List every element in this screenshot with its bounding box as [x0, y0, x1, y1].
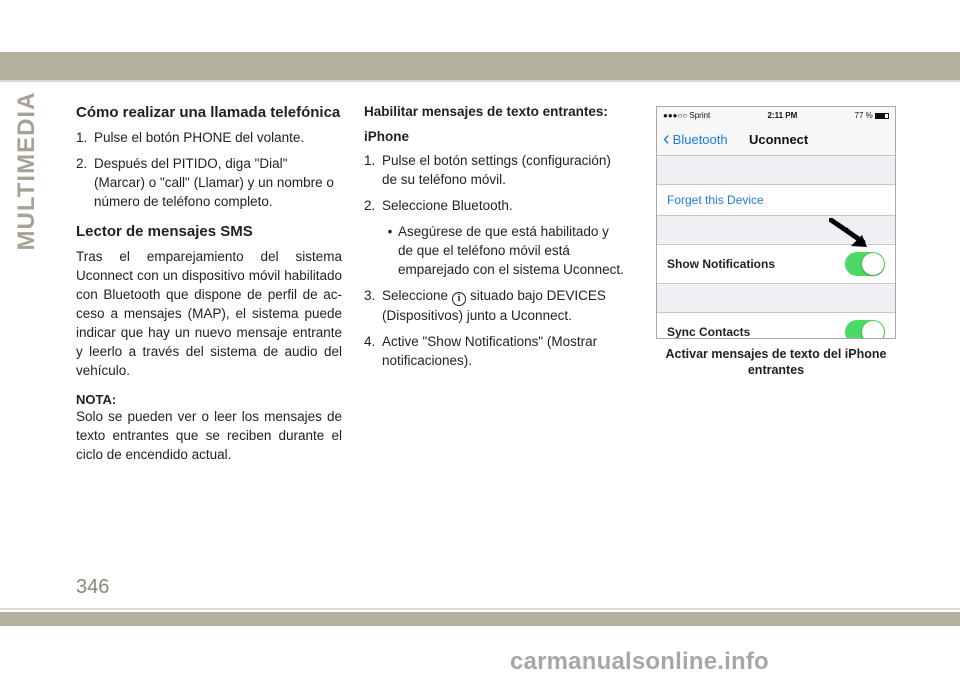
note-label: NOTA: [76, 392, 117, 407]
carrier-label: ●●●○○ Sprint [663, 110, 711, 120]
list-item: 2. Después del PITIDO, diga "Dial" (Marcar) o "call" (Llamar) y un nombre o número de teléfono completo. [76, 156, 334, 209]
nav-title: Uconnect [749, 131, 809, 147]
note-text: Solo se pueden ver o leer los mensajes de texto entrantes que se reciben durante el ciclo de encendido actual. [76, 409, 342, 462]
figure-caption: Activar mensajes de texto del iPhone entrantes [665, 347, 887, 377]
sync-contacts-toggle[interactable] [845, 320, 885, 339]
battery-icon [875, 113, 889, 119]
left-column [76, 104, 342, 464]
middle-column [364, 104, 626, 377]
list-item: 3. Seleccione i situado bajo DEVICES (Dispositivos) junto a Uconnect. [364, 288, 606, 323]
section-tab [12, 91, 42, 251]
heading-sms-reader: Lector de mensajes SMS [76, 223, 253, 240]
list-item: 1. Pulse el botón settings (configuración) de su teléfono móvil. [364, 153, 611, 187]
heading-enable-messages: Habilitar mensajes de texto entrantes: [364, 104, 608, 119]
list-item: 4. Active "Show Notifications" (Mostrar notificaciones). [364, 334, 598, 368]
chevron-left-icon: ‹ [663, 128, 670, 150]
list-item: 2. Seleccione Bluetooth. [364, 198, 513, 213]
nav-bar [657, 123, 895, 156]
iphone-screenshot [656, 106, 896, 339]
sms-paragraph: Tras el emparejamiento del sistema Uconnect con un dispositivo móvil habilitado con Bluetooth que dispone de perfil de ac-ceso a mensajes (MAP), el sistema puede indicar que hay un nuevo mensaje entrante y leerlo a través del sistema de audio del vehículo. [76, 249, 342, 378]
forget-device-cell[interactable]: Forget this Device [657, 184, 895, 216]
header-rule [0, 80, 960, 82]
info-icon: i [452, 292, 466, 306]
footer-rule [0, 608, 960, 610]
footer-band [0, 612, 960, 626]
watermark: carmanualsonline.info [510, 648, 769, 675]
section-tab-label: MULTIMEDIA [13, 91, 40, 251]
sync-contacts-cell: Sync Contacts [657, 312, 895, 339]
back-button[interactable]: ‹ Bluetooth [663, 128, 728, 150]
list-item: 1. Pulse el botón PHONE del volante. [76, 130, 305, 145]
page-number: 346 [76, 576, 110, 598]
header-band [0, 52, 960, 80]
subheading-iphone: iPhone [364, 129, 410, 144]
show-notifications-toggle[interactable] [845, 252, 885, 276]
bullet-item: • Asegúrese de que está habilitado y de que el teléfono móvil está emparejado con el sistema Uconnect. [387, 224, 624, 277]
status-time: 2:11 PM [767, 110, 798, 120]
show-notifications-cell: Show Notifications [657, 244, 895, 284]
battery-label: 77 % [855, 111, 889, 120]
heading-make-call: Cómo realizar una llamada telefónica [76, 104, 341, 121]
status-bar [657, 107, 895, 123]
arrow-pointer-icon [829, 218, 869, 250]
